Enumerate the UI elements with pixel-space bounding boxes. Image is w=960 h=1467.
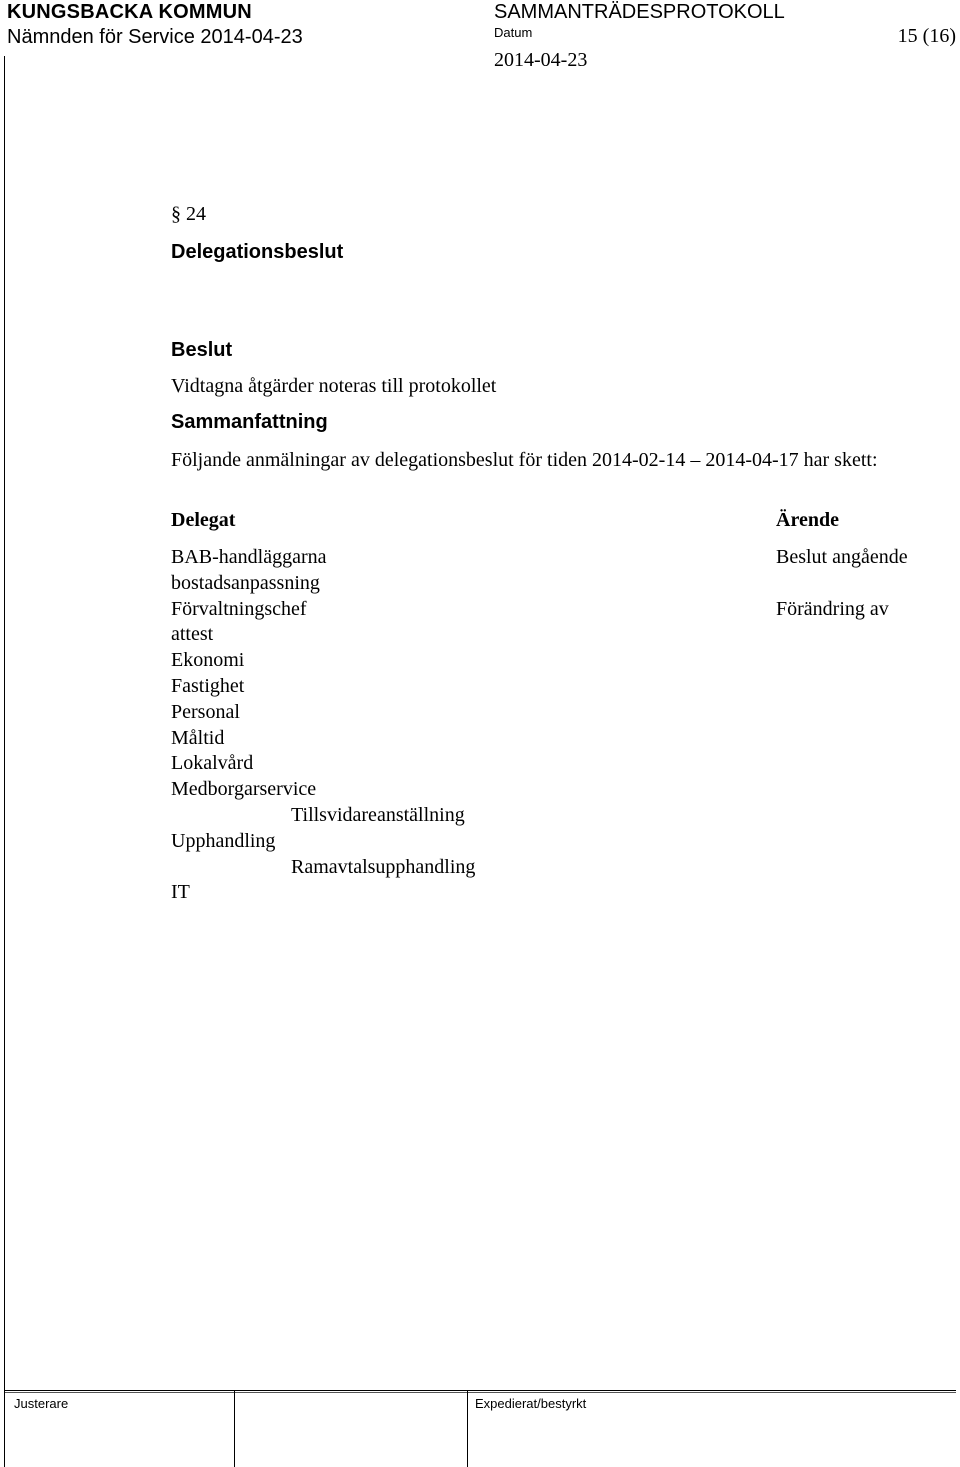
delegat-line: Medborgarservice <box>171 778 317 801</box>
delegat-line: Förvaltningschef <box>171 597 307 620</box>
delegat-line: IT <box>171 881 190 904</box>
footer-justerare-label: Justerare <box>14 1396 69 1411</box>
beslut-heading: Beslut <box>171 339 233 361</box>
delegat-line: Ramavtalsupphandling <box>291 855 476 878</box>
delegat-line: Lokalvård <box>171 752 254 775</box>
delegat-line: Ekonomi <box>171 649 245 672</box>
footer-divider-middle <box>234 1390 235 1467</box>
delegat-list <box>171 545 475 906</box>
page-left-border <box>4 56 5 1390</box>
arende-gap <box>776 571 908 597</box>
footer-divider-right <box>467 1390 468 1467</box>
datum-label: Datum <box>494 25 533 40</box>
sammanfattning-text: Följande anmälningar av delegationsbeslut för tiden 2014-02-14 – 2014-04-17 har skett: <box>171 449 878 471</box>
footer-divider-left <box>4 1390 5 1467</box>
board-and-date: Nämnden för Service 2014-04-23 <box>7 26 303 48</box>
delegat-line: attest <box>171 623 214 646</box>
column-heading-delegat: Delegat <box>171 509 236 531</box>
delegat-line: Tillsvidareanställning <box>291 803 465 826</box>
document-type: SAMMANTRÄDESPROTOKOLL <box>494 1 785 23</box>
delegat-line: bostadsanpassning <box>171 571 320 594</box>
organization-name: KUNGSBACKA KOMMUN <box>7 1 252 23</box>
section-title: Delegationsbeslut <box>171 241 344 263</box>
column-heading-arende: Ärende <box>776 509 839 531</box>
footer-top-border-inner <box>4 1392 956 1393</box>
arende-list <box>776 545 908 622</box>
beslut-text: Vidtagna åtgärder noteras till protokollet <box>171 375 497 397</box>
sammanfattning-heading: Sammanfattning <box>171 411 328 433</box>
arende-line: Beslut angående <box>776 546 908 568</box>
delegat-line: Personal <box>171 700 240 723</box>
footer-top-border <box>4 1390 956 1391</box>
delegat-line: BAB-handläggarna <box>171 546 327 568</box>
page-number: 15 (16) <box>897 25 956 47</box>
datum-value: 2014-04-23 <box>494 49 588 71</box>
delegat-line: Upphandling <box>171 829 276 852</box>
delegat-line: Fastighet <box>171 674 245 697</box>
arende-line: Förändring av <box>776 597 889 620</box>
delegat-line: Måltid <box>171 726 225 749</box>
footer-expedierat-label: Expedierat/bestyrkt <box>475 1396 587 1411</box>
section-number: § 24 <box>171 203 206 225</box>
